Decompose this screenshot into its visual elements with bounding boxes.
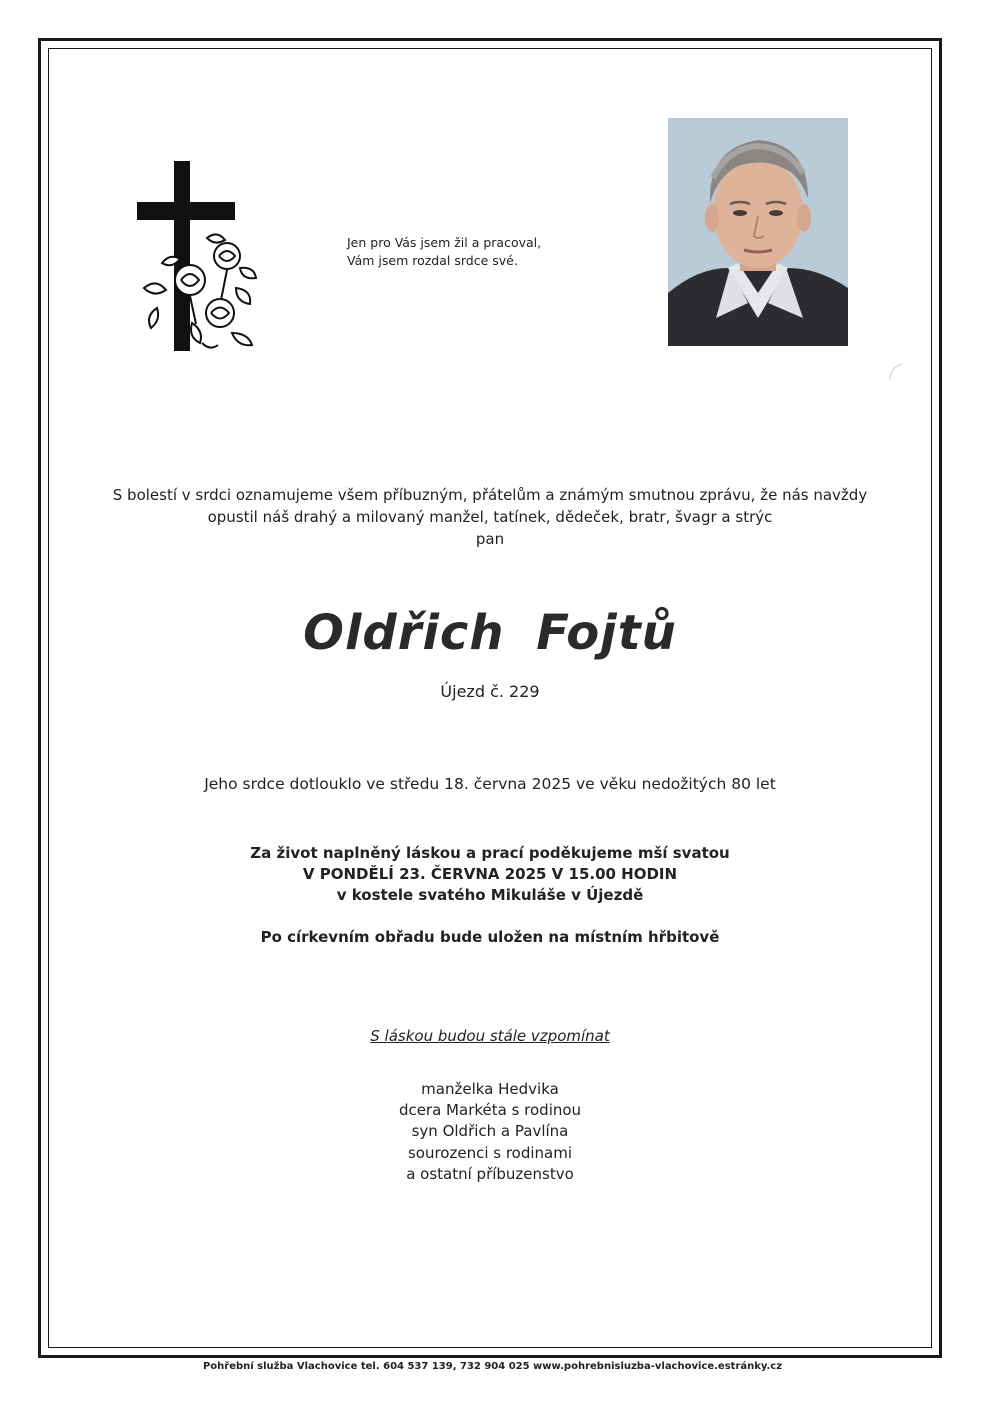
announcement-line-1: S bolestí v srdci oznamujeme všem příbuzným, přátelům a známým smutnou zprávu, že nás navždy [112, 486, 868, 504]
announcement [48, 484, 932, 550]
portrait-photo [668, 118, 848, 346]
motto-line-1: Jen pro Vás jsem žil a pracoval, [347, 235, 542, 250]
mourner-item: a ostatní příbuzenstvo [406, 1164, 574, 1183]
deceased-name: Oldřich Fojtů [303, 605, 677, 661]
motto [347, 234, 541, 270]
cross-with-roses-icon [132, 158, 262, 358]
motto-line-2: Vám jsem rozdal srdce své. [347, 253, 518, 268]
funeral-info [48, 843, 932, 906]
mourner-item: syn Oldřich a Pavlína [411, 1122, 569, 1141]
scan-mark [886, 360, 906, 388]
remembrance-heading: S láskou budou stále vzpomínat [370, 1027, 610, 1045]
mourner-item: manželka Hedvika [421, 1080, 559, 1098]
death-notice: Jeho srdce dotlouklo ve středu 18. června 2025 ve věku nedožitých 80 let [204, 775, 776, 793]
mourners-list [48, 1079, 932, 1185]
footer-contact: Pohřební služba Vlachovice tel. 604 537 139, 732 904 025 www.pohrebnisluzba-vlachovice.estránky.cz [202, 1361, 783, 1372]
mourner-item: sourozenci s rodinami [407, 1143, 573, 1162]
deceased-address: Újezd č. 229 [440, 682, 540, 701]
burial-info: Po církevním obřadu bude uložen na místním hřbitově [260, 928, 720, 946]
announcement-line-3: pan [475, 530, 505, 548]
funeral-line-1: Za život naplněný láskou a prací poděkujeme mší svatou [250, 844, 730, 862]
funeral-line-2: V PONDĚLÍ 23. ČERVNA 2025 V 15.00 HODIN [302, 865, 678, 883]
mourner-item: dcera Markéta s rodinou [398, 1101, 582, 1120]
announcement-line-2: opustil náš drahý a milovaný manžel, tatínek, dědeček, bratr, švagr a strýc [207, 508, 773, 526]
funeral-line-3: v kostele svatého Mikuláše v Újezdě [336, 886, 644, 904]
